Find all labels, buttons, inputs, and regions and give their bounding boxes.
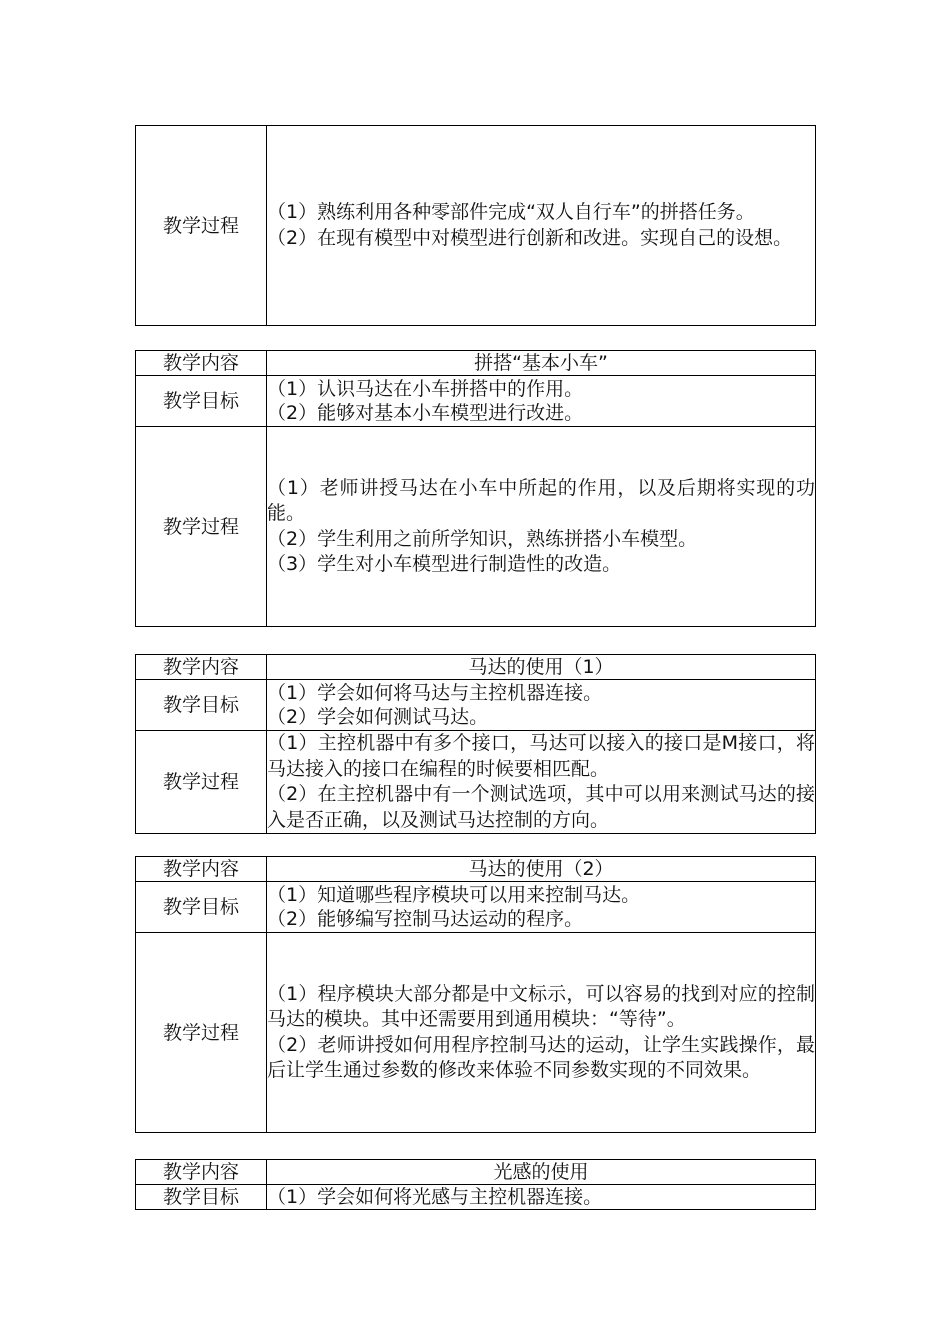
goal-content [267, 680, 816, 731]
goal-line: （1）学会如何将马达与主控机器连接。 [267, 682, 603, 704]
lesson-title: 拼搭“基本小车” [267, 351, 816, 376]
lesson-title: 光感的使用 [267, 1160, 816, 1185]
content-label: 教学内容 [136, 655, 267, 680]
process-line: （3）学生对小车模型进行制造性的改造。 [267, 553, 622, 575]
process-content [267, 933, 816, 1133]
lesson-table-motor-2 [135, 856, 816, 1133]
content-label: 教学内容 [136, 1160, 267, 1185]
goal-content [267, 1185, 816, 1210]
process-line: （1）程序模块大部分都是中文标示，可以容易的找到对应的控制马达的模块。其中还需要用到通用模块：“等待”。 [267, 982, 815, 1030]
goal-line: （1）知道哪些程序模块可以用来控制马达。 [267, 884, 641, 906]
lesson-table-motor-1 [135, 654, 816, 834]
lesson-table-basic-car [135, 350, 816, 627]
process-label: 教学过程 [136, 933, 267, 1133]
content-label: 教学内容 [136, 857, 267, 882]
goal-line: （2）学会如何测试马达。 [267, 706, 489, 728]
lesson-title: 马达的使用（1） [267, 655, 816, 680]
process-line: （2）老师讲授如何用程序控制马达的运动，让学生实践操作，最后让学生通过参数的修改来体验不同参数实现的不同效果。 [267, 1033, 815, 1081]
goal-label: 教学目标 [136, 376, 267, 427]
goal-line: （1）认识马达在小车拼搭中的作用。 [267, 378, 584, 400]
process-label: 教学过程 [136, 731, 267, 834]
process-line: （2）学生利用之前所学知识，熟练拼搭小车模型。 [267, 527, 698, 550]
lesson-title: 马达的使用（2） [267, 857, 816, 882]
goal-label: 教学目标 [136, 1185, 267, 1210]
goal-label: 教学目标 [136, 882, 267, 933]
goal-content [267, 376, 816, 427]
process-label: 教学过程 [136, 126, 267, 326]
process-line: （1）老师讲授马达在小车中所起的作用，以及后期将实现的功能。 [267, 476, 815, 524]
goal-line: （1）学会如何将光感与主控机器连接。 [267, 1186, 603, 1208]
goal-line: （2）能够编写控制马达运动的程序。 [267, 908, 584, 930]
process-line: （1）主控机器中有多个接口，马达可以接入的接口是M接口，将马达接入的接口在编程的时候要相匹配。 [267, 732, 815, 780]
goal-line: （2）能够对基本小车模型进行改进。 [267, 402, 584, 424]
process-content [267, 731, 816, 834]
process-content [267, 126, 816, 326]
goal-label: 教学目标 [136, 680, 267, 731]
process-line: （1）熟练利用各种零部件完成“双人自行车”的拼搭任务。 [267, 201, 755, 223]
lesson-table-bicycle [135, 125, 816, 326]
process-line: （2）在现有模型中对模型进行创新和改进。实现自己的设想。 [267, 226, 793, 249]
process-content [267, 427, 816, 627]
process-label: 教学过程 [136, 427, 267, 627]
process-line: （2）在主控机器中有一个测试选项，其中可以用来测试马达的接入是否正确，以及测试马达控制的方向。 [267, 783, 815, 831]
lesson-table-light-sensor [135, 1159, 816, 1210]
goal-content [267, 882, 816, 933]
content-label: 教学内容 [136, 351, 267, 376]
